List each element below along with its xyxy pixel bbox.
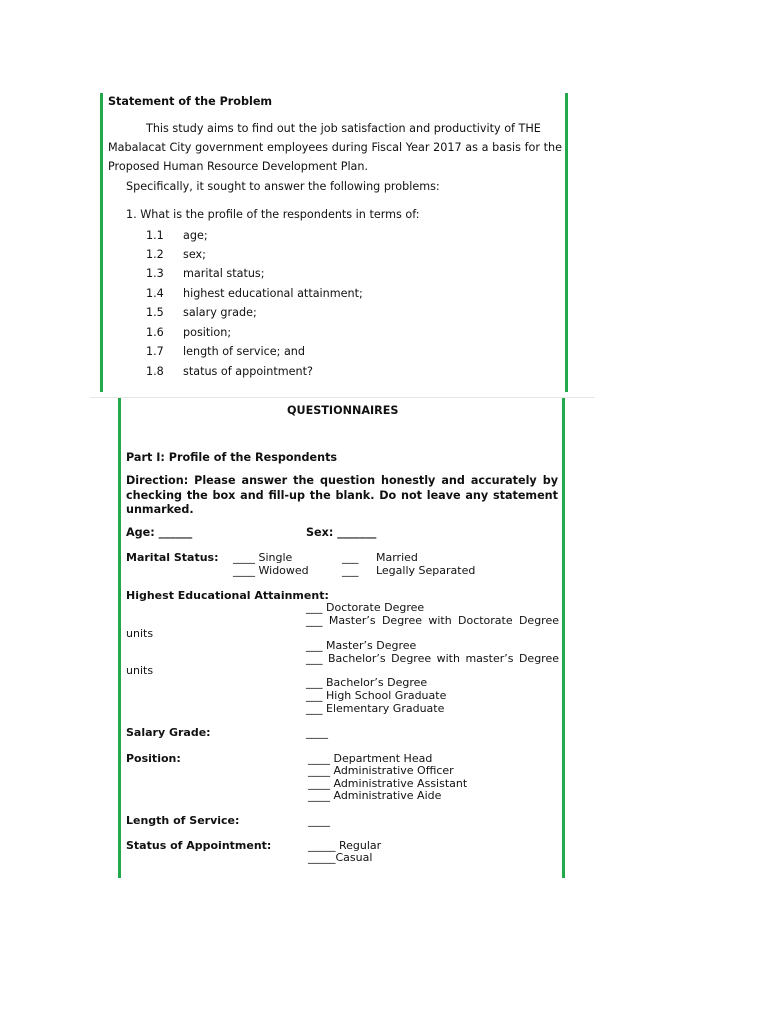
list-item-text: age; xyxy=(183,229,208,242)
list-item-text: length of service; and xyxy=(183,345,306,358)
education-units-2: units xyxy=(126,664,154,677)
statement-paragraph-line2: Mabalacat City government employees during Fiscal Year 2017 as a basis for the xyxy=(108,141,562,154)
statement-specifically: Specifically, it sought to answer the following problems: xyxy=(126,180,440,193)
salary-grade-blank[interactable]: ____ xyxy=(306,726,328,739)
education-option-elementary[interactable]: ___ Elementary Graduate xyxy=(306,702,445,715)
statement-paragraph-line3: Proposed Human Resource Development Plan. xyxy=(108,160,369,173)
position-option-assistant[interactable]: ____ Administrative Assistant xyxy=(308,777,468,790)
position-option-head[interactable]: ____ Department Head xyxy=(308,752,433,765)
right-border-bottom xyxy=(562,398,565,878)
marital-option-single[interactable]: ____ Single xyxy=(233,551,293,564)
list-item-number: 1.3 xyxy=(146,267,164,280)
status-of-appointment-label: Status of Appointment: xyxy=(126,839,272,852)
education-label: Highest Educational Attainment: xyxy=(126,589,329,602)
marital-status-label: Marital Status: xyxy=(126,551,219,564)
status-option-regular[interactable]: _____ Regular xyxy=(308,839,382,852)
list-item-text: highest educational attainment; xyxy=(183,287,363,300)
list-item-text: salary grade; xyxy=(183,306,257,319)
statement-paragraph-line1: This study aims to find out the job satisfaction and productivity of THE xyxy=(146,122,541,135)
position-option-aide[interactable]: ____ Administrative Aide xyxy=(308,789,442,802)
problem-question-1: 1. What is the profile of the respondents in terms of: xyxy=(126,208,420,221)
education-option-bachelor-masters[interactable]: ___ Bachelor’s Degree with master’s Degree xyxy=(306,652,559,665)
position-label: Position: xyxy=(126,752,181,765)
education-option-masters-doctorate[interactable]: ___ Master’s Degree with Doctorate Degree xyxy=(306,614,559,627)
education-option-bachelor[interactable]: ___ Bachelor’s Degree xyxy=(306,676,428,689)
list-item-number: 1.5 xyxy=(146,306,164,319)
list-item-text: position; xyxy=(183,326,232,339)
part1-heading: Part I: Profile of the Respondents xyxy=(126,451,338,464)
list-item-number: 1.4 xyxy=(146,287,164,300)
marital-option-married[interactable]: ___ Married xyxy=(342,551,418,564)
list-item-number: 1.8 xyxy=(146,365,164,378)
list-item-text: sex; xyxy=(183,248,206,261)
direction-line3: unmarked. xyxy=(126,503,194,516)
list-item-text: status of appointment? xyxy=(183,365,313,378)
salary-grade-label: Salary Grade: xyxy=(126,726,211,739)
sex-field[interactable]: Sex: _______ xyxy=(306,526,377,539)
page-separator xyxy=(90,397,595,398)
list-item-number: 1.7 xyxy=(146,345,164,358)
position-option-officer[interactable]: ____ Administrative Officer xyxy=(308,764,454,777)
list-item-number: 1.6 xyxy=(146,326,164,339)
education-option-masters[interactable]: ___ Master’s Degree xyxy=(306,639,417,652)
education-option-doctorate[interactable]: ___ Doctorate Degree xyxy=(306,601,425,614)
list-item-text: marital status; xyxy=(183,267,265,280)
list-item-number: 1.1 xyxy=(146,229,164,242)
marital-option-separated[interactable]: ___ Legally Separated xyxy=(342,564,476,577)
education-option-highschool[interactable]: ___ High School Graduate xyxy=(306,689,447,702)
statement-heading: Statement of the Problem xyxy=(108,95,273,108)
list-item-number: 1.2 xyxy=(146,248,164,261)
age-field[interactable]: Age: ______ xyxy=(126,526,193,539)
length-of-service-blank[interactable]: ____ xyxy=(308,814,330,827)
direction-line1: Direction: Please answer the question honestly and accurately by xyxy=(126,474,558,487)
right-border-top xyxy=(565,93,568,392)
left-border-top xyxy=(100,93,103,392)
length-of-service-label: Length of Service: xyxy=(126,814,240,827)
questionnaire-title: QUESTIONNAIRES xyxy=(287,404,399,417)
education-units-1: units xyxy=(126,627,154,640)
direction-line2: checking the box and fill-up the blank. Do not leave any statement xyxy=(126,489,558,502)
status-option-casual[interactable]: _____Casual xyxy=(308,851,373,864)
left-border-bottom xyxy=(118,398,121,878)
marital-option-widowed[interactable]: ____ Widowed xyxy=(233,564,309,577)
